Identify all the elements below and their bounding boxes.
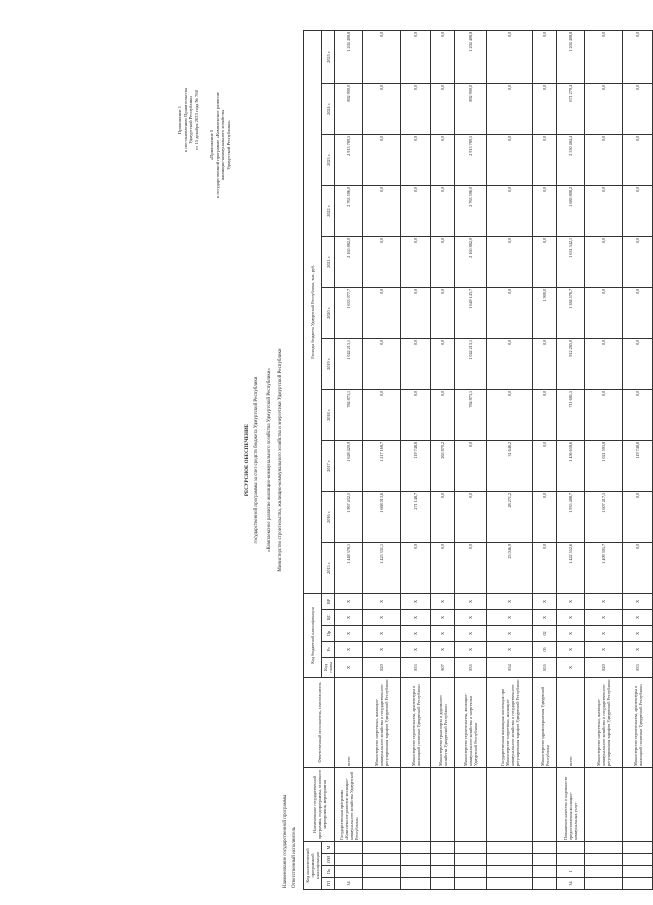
code-vr: Х <box>431 593 455 609</box>
expense-value: 0,0 <box>585 338 623 389</box>
code-rz: 05 <box>533 641 557 657</box>
code-gp <box>431 878 455 890</box>
code-pp <box>401 866 431 878</box>
expense-value: 28 271,2 <box>487 491 533 542</box>
code-pp <box>455 866 487 878</box>
row-executor: Министерство строительства, архитектуры и жилищной политики Удмуртской Республики <box>623 677 653 767</box>
header-row-1 <box>304 30 322 889</box>
code-om <box>585 854 623 866</box>
row-name: Государственная программа «Комплексное развитие жилищно-коммунального хозяйства Удмуртской Республики» <box>335 767 363 841</box>
code-m <box>455 841 487 853</box>
code-gp <box>455 878 487 890</box>
expense-value: 0,0 <box>585 134 623 185</box>
expense-value: 1 456 658,6 <box>557 440 585 491</box>
expense-value: 0,0 <box>431 134 455 185</box>
header-year: 2019 г. <box>322 338 335 389</box>
code-gp <box>363 878 401 890</box>
expense-value: 1 900,0 <box>533 287 557 338</box>
expense-value: 892 900,0 <box>335 83 363 134</box>
expense-value: 0,0 <box>431 542 455 593</box>
code-m <box>363 841 401 853</box>
row-executor: Министерство транспорта и дорожного хозяйства Удмуртской Республики <box>431 677 455 767</box>
table-row <box>487 30 533 889</box>
code-m <box>431 841 455 853</box>
table-row <box>401 30 431 889</box>
header-cs: ЦС <box>322 609 335 625</box>
row-executor: Министерство энергетики, жилищно-коммунального хозяйства и государственного регулирования тарифов Удмуртской Республики <box>363 677 401 767</box>
code-grbs: Х <box>557 657 585 677</box>
table-row <box>557 30 585 889</box>
expense-value: 119 748,8 <box>623 440 653 491</box>
header-year: 2016 г. <box>322 491 335 542</box>
expense-value: 0,0 <box>431 236 455 287</box>
expense-value: 0,0 <box>585 236 623 287</box>
header-pp: Пп <box>322 866 335 878</box>
code-om <box>401 854 431 866</box>
code-gp <box>401 878 431 890</box>
expense-value: 2 165 882,0 <box>335 236 363 287</box>
expense-value: 0,0 <box>363 83 401 134</box>
code-pr: 02 <box>533 625 557 641</box>
expense-value: 0,0 <box>623 491 653 542</box>
code-om <box>533 854 557 866</box>
code-gp <box>585 878 623 890</box>
expense-value: 1 967 432,5 <box>335 491 363 542</box>
expense-value: 0,0 <box>585 287 623 338</box>
code-pr: Х <box>401 625 431 641</box>
row-executor: всего <box>557 677 585 767</box>
expense-value: 711 681,5 <box>557 389 585 440</box>
expense-value: 0,0 <box>533 30 557 83</box>
expense-value: 1 607 417,5 <box>585 491 623 542</box>
title-main: РЕСУРСНОЕ ОБЕСПЕЧЕНИЕ <box>245 423 250 497</box>
expense-value: 0,0 <box>487 389 533 440</box>
code-cs: Х <box>557 609 585 625</box>
expense-value: 0,0 <box>363 134 401 185</box>
code-grbs: Х <box>335 657 363 677</box>
expense-value: 119 748,8 <box>401 440 431 491</box>
code-gp: 34 <box>335 878 363 890</box>
code-cs: Х <box>623 609 653 625</box>
code-grbs: 807 <box>431 657 455 677</box>
expense-value: 0,0 <box>455 440 487 491</box>
code-pp <box>623 866 653 878</box>
expense-value: 2 913 789,5 <box>455 134 487 185</box>
expense-value: 0,0 <box>623 287 653 338</box>
code-m <box>533 841 557 853</box>
header-year: 2023 г. <box>322 134 335 185</box>
expense-value: 0,0 <box>401 83 431 134</box>
code-cs: Х <box>585 609 623 625</box>
expense-value: 0,0 <box>363 287 401 338</box>
code-cs: Х <box>487 609 533 625</box>
expense-value: 1 633 077,7 <box>335 287 363 338</box>
code-rz: Х <box>335 641 363 657</box>
code-m <box>585 841 623 853</box>
expense-value: 0,0 <box>533 389 557 440</box>
header-vr: ВР <box>322 593 335 609</box>
code-pr: Х <box>487 625 533 641</box>
code-grbs: 833 <box>401 657 431 677</box>
expense-value: 0,0 <box>623 236 653 287</box>
code-m <box>623 841 653 853</box>
label-program-name: Наименование государственной программы <box>283 794 288 888</box>
rotated-sheet <box>175 30 643 890</box>
code-cs: Х <box>401 609 431 625</box>
code-pr: Х <box>623 625 653 641</box>
resource-table <box>303 30 653 890</box>
expense-value: 1 425 331,1 <box>363 542 401 593</box>
expense-value: 0,0 <box>431 30 455 83</box>
expense-value: 265 870,2 <box>431 440 455 491</box>
expense-value: 2 165 882,0 <box>455 236 487 287</box>
code-pp <box>585 866 623 878</box>
expense-value: 0,0 <box>487 134 533 185</box>
expense-value: 0,0 <box>585 83 623 134</box>
expense-value: 0,0 <box>431 338 455 389</box>
code-pr: Х <box>363 625 401 641</box>
code-pp <box>363 866 401 878</box>
code-pr: Х <box>585 625 623 641</box>
code-cs: Х <box>455 609 487 625</box>
table-row <box>533 30 557 889</box>
code-gp <box>533 878 557 890</box>
code-pp <box>487 866 533 878</box>
expense-value: 0,0 <box>363 389 401 440</box>
code-vr: Х <box>487 593 533 609</box>
code-om <box>431 854 455 866</box>
expense-value: 784 873,1 <box>335 389 363 440</box>
code-cs: Х <box>363 609 401 625</box>
table-row <box>335 30 363 889</box>
code-m <box>487 841 533 853</box>
expense-value: 892 900,0 <box>455 83 487 134</box>
code-pp <box>431 866 455 878</box>
row-executor: Государственная жилищная инспекция при Министерстве энергетики, жилищно-коммунального хозяйства и государственного регулирования тарифов Удмуртской Республики <box>487 677 533 767</box>
expense-value: 0,0 <box>623 185 653 236</box>
code-cs: Х <box>533 609 557 625</box>
code-pr: Х <box>455 625 487 641</box>
expense-value: 1 422 552,6 <box>557 542 585 593</box>
row-name <box>363 767 401 841</box>
expense-value: 1 384 576,7 <box>557 287 585 338</box>
table-row <box>585 30 623 889</box>
expense-value: 23 046,9 <box>487 542 533 593</box>
expense-value: 1 204 408,8 <box>455 30 487 83</box>
expense-value: 0,0 <box>401 30 431 83</box>
expense-value: 0,0 <box>401 389 431 440</box>
expense-value: 0,0 <box>487 185 533 236</box>
appendix-1: Приложение 1 к постановлению Правительства Удмуртской Республики от 15 декабря 2023 года № 768 <box>177 88 200 152</box>
header-gp: ГП <box>322 878 335 890</box>
expense-value: 31 646,2 <box>487 440 533 491</box>
code-vr: Х <box>335 593 363 609</box>
header-analytic-code: Код аналитической программной классификации <box>304 841 322 889</box>
row-name: Повышение качества и надежности предоставления жилищно-коммунальных услуг <box>557 767 585 841</box>
code-grbs: 820 <box>585 657 623 677</box>
table-row <box>363 30 401 889</box>
expense-value: 0,0 <box>431 491 455 542</box>
expense-value: 0,0 <box>431 83 455 134</box>
code-om <box>363 854 401 866</box>
expense-value: 0,0 <box>533 134 557 185</box>
title-sub: государственной программы за счет средств бюджета Удмуртской Республики <box>254 376 260 544</box>
expense-value: 0,0 <box>431 185 455 236</box>
header-grbs: Код главы <box>322 657 335 677</box>
expense-value: 0,0 <box>401 236 431 287</box>
title-executor: Министерство строительства, жилищно-коммунального хозяйства и энергетики Удмуртской Республики <box>277 348 283 572</box>
header-om: ОМ <box>322 854 335 866</box>
code-om <box>455 854 487 866</box>
expense-value: 0,0 <box>487 83 533 134</box>
header-rz: Рз <box>322 641 335 657</box>
expense-value: 271 148,7 <box>401 491 431 542</box>
expense-value: 1 042 213,1 <box>455 338 487 389</box>
code-rz: Х <box>431 641 455 657</box>
code-pr: Х <box>335 625 363 641</box>
expense-value: 0,0 <box>533 83 557 134</box>
expense-value: 0,0 <box>487 287 533 338</box>
row-name <box>487 767 533 841</box>
row-name <box>431 767 455 841</box>
header-year: 2020 г. <box>322 287 335 338</box>
expense-value: 0,0 <box>455 542 487 593</box>
expense-value: 671 279,4 <box>557 83 585 134</box>
expense-value: 2 763 596,0 <box>455 185 487 236</box>
header-budget-code: Код бюджетной классификации <box>304 593 322 677</box>
row-executor: Министерство строительства, архитектуры и жилищной политики Удмуртской Республики <box>401 677 431 767</box>
expense-value: 0,0 <box>363 338 401 389</box>
row-name <box>585 767 623 841</box>
expense-value: 1 631 542,1 <box>557 236 585 287</box>
header-year: 2024 г. <box>322 83 335 134</box>
expense-value: 0,0 <box>585 389 623 440</box>
expense-value: 0,0 <box>455 491 487 542</box>
header-pr: Пр <box>322 625 335 641</box>
expense-value: 0,0 <box>487 30 533 83</box>
expense-value: 1 217 168,7 <box>363 440 401 491</box>
code-rz: Х <box>455 641 487 657</box>
header-year: 2017 г. <box>322 440 335 491</box>
code-vr: Х <box>623 593 653 609</box>
code-gp: 34 <box>557 878 585 890</box>
expense-value: 0,0 <box>623 30 653 83</box>
code-pr: Х <box>557 625 585 641</box>
expense-value: 0,0 <box>623 83 653 134</box>
code-vr: Х <box>455 593 487 609</box>
header-year: 2025 г. <box>322 30 335 83</box>
code-pp <box>335 866 363 878</box>
expense-value: 1 204 408,8 <box>557 30 585 83</box>
expense-value: 0,0 <box>401 542 431 593</box>
table-row <box>431 30 455 889</box>
table-body <box>335 30 653 889</box>
table-row <box>455 30 487 889</box>
expense-value: 2 763 596,0 <box>335 185 363 236</box>
code-rz: Х <box>623 641 653 657</box>
code-grbs: 820 <box>363 657 401 677</box>
expense-value: 0,0 <box>533 491 557 542</box>
code-grbs: 855 <box>533 657 557 677</box>
expense-value: 0,0 <box>585 185 623 236</box>
label-responsible: Ответственный исполнитель <box>292 826 297 888</box>
code-cs: Х <box>335 609 363 625</box>
row-executor: Министерство энергетики, жилищно-коммунального хозяйства и государственного регулирования тарифов Удмуртской Республики <box>585 677 623 767</box>
code-m <box>335 841 363 853</box>
header-year: 2022 г. <box>322 185 335 236</box>
expense-value: 0,0 <box>623 338 653 389</box>
code-rz: Х <box>487 641 533 657</box>
expense-value: 0,0 <box>363 236 401 287</box>
document-title <box>245 210 284 710</box>
code-om <box>557 854 585 866</box>
expense-value: 1 021 593,8 <box>585 440 623 491</box>
expense-value: 0,0 <box>585 30 623 83</box>
code-vr: Х <box>363 593 401 609</box>
expense-value: 0,0 <box>623 542 653 593</box>
header-m: М <box>322 841 335 853</box>
expense-value: 1 935 488,7 <box>557 491 585 542</box>
header-executor: Ответственный исполнитель, соисполнитель <box>304 677 335 767</box>
row-name <box>401 767 431 841</box>
expense-value: 1 409 305,7 <box>585 542 623 593</box>
expense-value: 0,0 <box>431 287 455 338</box>
expense-value: 0,0 <box>533 542 557 593</box>
code-vr: Х <box>585 593 623 609</box>
expense-value: 912 285,0 <box>557 338 585 389</box>
expense-value: 0,0 <box>533 185 557 236</box>
code-om <box>335 854 363 866</box>
row-executor: Министерство здравоохранения Удмуртской Республики <box>533 677 557 767</box>
code-pp: 1 <box>557 866 585 878</box>
code-m <box>557 841 585 853</box>
code-rz: Х <box>557 641 585 657</box>
expense-value: 1 668 013,6 <box>363 491 401 542</box>
code-om <box>623 854 653 866</box>
expense-value: 0,0 <box>401 338 431 389</box>
expense-value: 1 204 408,8 <box>335 30 363 83</box>
expense-value: 0,0 <box>533 236 557 287</box>
code-om <box>487 854 533 866</box>
header-year: 2015 г. <box>322 542 335 593</box>
code-grbs: 834 <box>487 657 533 677</box>
expense-value: 0,0 <box>487 236 533 287</box>
expense-value: 2 530 484,4 <box>557 134 585 185</box>
table-row <box>623 30 653 889</box>
expense-value: 1 448 378,1 <box>335 542 363 593</box>
expense-value: 1 685 808,2 <box>557 185 585 236</box>
expense-value: 784 873,1 <box>455 389 487 440</box>
expense-value: 0,0 <box>431 389 455 440</box>
expense-value: 0,0 <box>401 134 431 185</box>
expense-value: 0,0 <box>487 338 533 389</box>
code-gp <box>623 878 653 890</box>
row-name <box>455 767 487 841</box>
appendix-5: «Приложение 5 к государственной программе «Комплексное развитие жилищно-коммунального хозяйства Удмуртской Республики» <box>209 91 232 199</box>
code-vr: Х <box>533 593 557 609</box>
expense-value: 2 913 789,5 <box>335 134 363 185</box>
code-m <box>401 841 431 853</box>
code-rz: Х <box>363 641 401 657</box>
code-grbs: 833 <box>623 657 653 677</box>
expense-value: 1 628 420,9 <box>335 440 363 491</box>
expense-value: 1 649 143,7 <box>455 287 487 338</box>
row-name <box>623 767 653 841</box>
header-name: Наименование государственной программы, подпрограммы, основного мероприятия, мероприятия <box>304 767 335 841</box>
code-grbs: 835 <box>455 657 487 677</box>
header-year: 2021 г. <box>322 236 335 287</box>
expense-value: 0,0 <box>533 440 557 491</box>
row-executor: Министерство строительства, жилищно-коммунального хозяйства и энергетики Удмуртской Республики <box>455 677 487 767</box>
expense-value: 0,0 <box>623 389 653 440</box>
expense-value: 0,0 <box>363 30 401 83</box>
code-vr: Х <box>557 593 585 609</box>
header-year: 2018 г. <box>322 389 335 440</box>
expense-value: 0,0 <box>623 134 653 185</box>
expense-value: 0,0 <box>401 287 431 338</box>
expense-value: 1 042 213,1 <box>335 338 363 389</box>
expense-value: 0,0 <box>401 185 431 236</box>
row-name <box>533 767 557 841</box>
header-expenses: Расходы бюджета Удмуртской Республики, тыс. руб. <box>304 30 322 593</box>
code-gp <box>487 878 533 890</box>
code-rz: Х <box>401 641 431 657</box>
code-vr: Х <box>401 593 431 609</box>
title-program: «Комплексное развитие жилищно-коммунального хозяйства Удмуртской Республики» <box>266 368 272 552</box>
row-executor: всего <box>335 677 363 767</box>
code-pp <box>533 866 557 878</box>
code-rz: Х <box>585 641 623 657</box>
code-pr: Х <box>431 625 455 641</box>
expense-value: 0,0 <box>363 185 401 236</box>
expense-value: 0,0 <box>533 338 557 389</box>
code-cs: Х <box>431 609 455 625</box>
